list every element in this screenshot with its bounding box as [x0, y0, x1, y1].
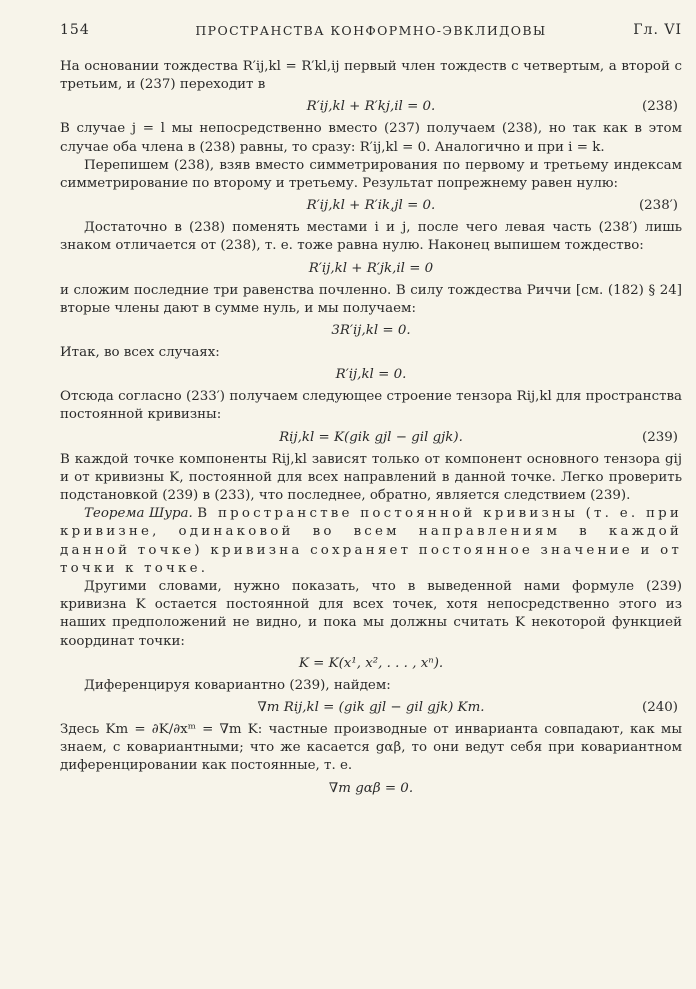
formula-text: R′ij,kl + R′kj,il = 0.	[306, 99, 436, 115]
formula-text: K = K(x¹, x², . . . , xⁿ).	[298, 655, 444, 671]
equation-number: (239)	[641, 429, 678, 445]
paragraph: Достаточно в (238) поменять местами i и j, после чего левая часть (238′) лишь знаком отличается от (238), т. е. тоже равна нулю. Наконец выпишем тождество:	[60, 220, 682, 254]
formula-k-function	[60, 651, 682, 677]
formula-240	[60, 695, 682, 721]
paragraph: В случае j = l мы непосредственно вместо (237) получаем (238), но так как в этом случае оба члена в (238) равны, то сразу: R′ij,kl = 0. Аналогично и при i = k.	[60, 121, 682, 155]
formula-zero	[60, 362, 682, 388]
theorem	[60, 505, 682, 578]
formula-text: R′ij,kl + R′ik,jl = 0.	[306, 198, 436, 214]
paragraph: В каждой точке компоненты Rij,kl зависят только от компонент основного тензора gij и от кривизны K, постоянной для всех направлений в данной точке. Легко проверить подстановкой (239) в (233), что последнее, обратно, является следствием (239).	[60, 451, 682, 504]
paragraph: Диференцируя ковариантно (239), найдем:	[84, 677, 391, 693]
running-title: ПРОСТРАНСТВА КОНФОРМНО-ЭВКЛИДОВЫ	[195, 23, 547, 38]
paragraph: Отсюда согласно (233′) получаем следующее строение тензора Rij,kl для пространства постоянной кривизны:	[60, 389, 682, 423]
theorem-label: Теорема Шура.	[84, 506, 193, 522]
formula-sum	[60, 318, 682, 344]
page-number: 154	[60, 22, 90, 38]
theorem-statement: В пространстве постоянной кривизны (т. е. при кривизне, одинаковой во всем направлениям в каждой данной точке) кривизна сохраняет постоянное значение и от точки к точке.	[60, 506, 682, 576]
paragraph: и сложим последние три равенства почленно. В силу тождества Риччи [см. (182) § 24] вторые члены дают в сумме нуль, и мы получаем:	[60, 282, 682, 316]
paragraph: На основании тождества R′ij,kl = R′kl,ij первый член тождеств с четвертым, а второй с третьим, и (237) переходит в	[60, 59, 682, 93]
page-header	[60, 22, 682, 46]
formula-text: Rij,kl = K(gik gjl − gil gjk).	[279, 429, 463, 445]
page-body	[60, 58, 682, 802]
equation-number: (238′)	[638, 198, 678, 214]
formula-text: R′ij,kl = 0.	[335, 367, 407, 383]
formula-text: R′ij,kl + R′jk,il = 0	[308, 260, 434, 276]
formula-text: ∇m Rij,kl = (gik gjl − gil gjk) Km.	[257, 700, 485, 716]
paragraph: Другими словами, нужно показать, что в выведенной нами формуле (239) кривизна K остается постоянной для всех точек, хотя непосредственно этого из наших предположений не видно, и пока мы должны считать K некоторой функцией координат точки:	[60, 579, 682, 649]
paragraph: Перепишем (238), взяв вместо симметрирования по первому и третьему индексам симметрирование по второму и третьему. Результат попрежнему равен нулю:	[60, 157, 682, 192]
equation-number: (238)	[641, 99, 678, 115]
chapter-label: Гл. VI	[633, 22, 682, 38]
formula-239	[60, 425, 682, 451]
paragraph: Здесь Km = ∂K/∂xᵐ = ∇m K: частные производные от инварианта совпадают, как мы знаем, с ковариантными; что же касается gαβ, то они ведут себя при ковариантном диференцировании как постоянные, т. е.	[60, 722, 682, 774]
formula-identity	[60, 256, 682, 282]
formula-metric-constant	[60, 776, 682, 802]
formula-238-prime	[60, 193, 682, 219]
equation-number: (240)	[641, 700, 678, 716]
formula-238	[60, 94, 682, 120]
formula-text: 3R′ij,kl = 0.	[331, 323, 411, 339]
paragraph: Итак, во всех случаях:	[60, 345, 220, 361]
formula-text: ∇m gαβ = 0.	[328, 780, 414, 796]
